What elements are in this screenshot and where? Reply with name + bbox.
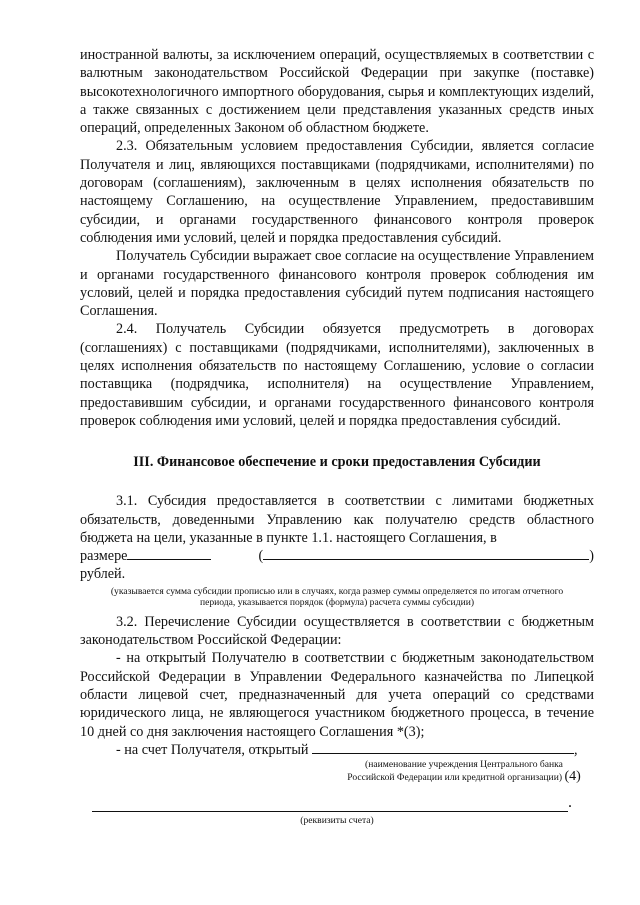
bank-account-block (80, 741, 594, 784)
section-3-heading: III. Финансовое обеспечение и сроки предоставления Субсидии (133, 454, 541, 471)
amount-suffix: ) рублей. (80, 548, 594, 583)
amount-line (80, 547, 594, 584)
bank-note-mark: (4) (564, 769, 581, 785)
bank-account-prefix: - на счет Получателя, открытый (116, 741, 309, 758)
bank-note-text: (наименование учреждения Центрального банка Российской Федерации или кредитной организации) (347, 759, 563, 784)
paragraph-2-4: 2.4. Получатель Субсидии обязуется предусмотреть в договорах (соглашениях) с поставщиками (подрядчиками, исполнителями), заключенных в целях исполнения обязательств по настоящему Соглашению, условие о согласии поставщика (подрядчика, исполнителя) на осуществление Управлением, предоставившим субсидии, и органами государственного финансового контроля проверок соблюдения ими условий, целей и порядка предоставления субсидий. (80, 321, 594, 429)
bullet-treasury-account: - на открытый Получателю в соответствии с бюджетным законодательством Российской Федерации в Управлении Федерального казначейства по Липецкой области лицевой счет, предназначенный для учета операций со средствами юридического лица, не являющегося участником бюджетного процесса, в течение 10 дней со дня заключения настоящего Соглашения *(3); (80, 650, 594, 740)
paragraph-3-2: 3.2. Перечисление Субсидии осуществляется в соответствии с бюджетным законодательством Российской Федерации: (80, 613, 594, 649)
paragraph-3-1: 3.1. Субсидия предоставляется в соответствии с лимитами бюджетных обязательств, доведенными Управлению как получателю средств областного бюджета на цели, указанные в пункте 1.1. настоящего Соглашения, в (80, 493, 594, 546)
account-details-end: . (568, 794, 572, 812)
bank-name-note (344, 759, 584, 784)
bullet-bank-account (80, 741, 594, 759)
amount-number-blank (127, 559, 211, 560)
amount-words-blank (263, 559, 589, 560)
bank-account-comma: , (574, 741, 578, 758)
bank-name-blank (312, 753, 574, 754)
account-details-caption: (реквизиты счета) (300, 815, 374, 827)
amount-paren-open: ( (258, 548, 264, 565)
amount-note: (указывается сумма субсидии прописью или в случаях, когда размер суммы определяется по итогам отчетного периода, указывается порядок (формула) расчета суммы субсидии) (110, 585, 564, 609)
paragraph-2-3: 2.3. Обязательным условием предоставления Субсидии, является согласие Получателя и лиц, являющихся поставщиками (подрядчиками, исполнителями) по договорам (соглашениям), заключенным в целях исполнения обязательств по настоящему Соглашению, на осуществление Управлением, предоставившим субсидии, и органами государственного финансового контроля проверок соблюдения ими условий, целей и порядка предоставления субсидий. (80, 138, 594, 246)
account-details-line (80, 794, 594, 812)
amount-prefix: размере (80, 548, 128, 565)
paragraph-recipient-consent: Получатель Субсидии выражает свое согласие на осуществление Управлением и органами государственного финансового контроля проверок соблюдения им условий, целей и порядка предоставления субсидий путем подписания настоящего Соглашения. (80, 248, 594, 320)
paragraph-foreign-currency: иностранной валюты, за исключением операций, осуществляемых в соответствии с валютным законодательством Российской Федерации при закупке (поставке) высокотехнологичного импортного оборудования, сырья и комплектующих изделий, а также связанных с достижением цели представления указанных средств иных операций, определенных Законом об областном бюджете. (80, 47, 594, 137)
account-details-blank (92, 811, 568, 812)
